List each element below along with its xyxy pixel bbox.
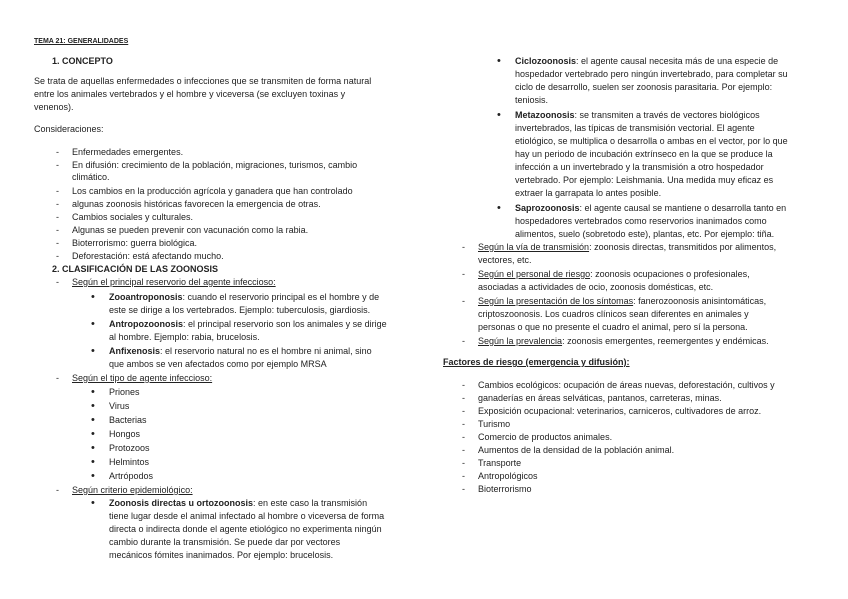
term: Saprozoonosis xyxy=(515,203,580,213)
direct-zoonosis-continuation: cambio durante la transmisión. Se puede dar por vectores xyxy=(109,537,341,547)
term: Metazoonosis xyxy=(515,110,575,120)
document-title: TEMA 21: GENERALIDADES xyxy=(34,38,129,45)
via-transmision-item xyxy=(478,242,776,253)
classification-epi-label: - Según criterio epidemiológico: xyxy=(72,485,193,496)
risk-factor-item: - Exposición ocupacional: veterinarios, carniceros, cultivadores de arroz. xyxy=(478,406,761,417)
direct-zoonosis-continuation: tiene lugar desde el animal infectado al hombre o viceversa de forma xyxy=(109,511,385,521)
zooantroponosis-continuation: este se dirige a los vertebrados. Ejemplo: tuberculosis, giardiosis. xyxy=(109,305,371,315)
concept-paragraph-line: venenos). xyxy=(34,102,74,112)
presentacion-sintomas-item xyxy=(478,296,766,307)
metazoonosis-continuation: vertebrado. Por ejemplo: Leishmania. Una medida muy eficaz es xyxy=(515,175,774,185)
personal-riesgo-continuation: asociadas a actividades de ocio, zoonosis domésticas, etc. xyxy=(478,282,714,292)
metazoonosis-item xyxy=(515,110,760,121)
label: Según la vía de transmisión xyxy=(478,242,590,252)
direct-zoonosis-continuation: directa o indirecta donde el agente etiológico no experimenta ningún xyxy=(109,524,382,534)
classification-agent-label: - Según el tipo de agente infeccioso: xyxy=(72,373,212,384)
term: Zoonosis directas u ortozoonosis xyxy=(109,498,254,508)
text: : zoonosis ocupaciones o profesionales, xyxy=(590,269,750,279)
risk-factor-item: - Cambios ecológicos: ocupación de áreas nuevas, deforestación, cultivos y xyxy=(478,380,775,391)
antropozoonosis-item xyxy=(109,319,387,330)
agent-item: • Bacterias xyxy=(109,415,147,426)
consideration-item: - Bioterrorismo: guerra biológica. xyxy=(72,238,197,249)
presentacion-sintomas-continuation: criptoszoonosis. Los cuadros clínicos sean diferentes en animales y xyxy=(478,309,749,319)
risk-factor-item: - Aumentos de la densidad de la población animal. xyxy=(478,445,674,456)
agent-item: • Virus xyxy=(109,401,129,412)
anfixenosis-item xyxy=(109,346,372,357)
definition: : el reservorio natural no es el hombre ni animal, sino xyxy=(160,346,372,356)
definition: : el agente causal necesita más de una especie de xyxy=(576,56,779,66)
presentacion-sintomas-continuation: personas o que no presente el cuadro el animal, pero sí la persona. xyxy=(478,322,748,332)
consideration-item: - Algunas se pueden prevenir con vacunación como la rabia. xyxy=(72,225,308,236)
definition: : se transmiten a través de vectores biológicos xyxy=(574,110,760,120)
consideration-item: - Enfermedades emergentes. xyxy=(72,147,183,158)
definition: : el agente causal se mantiene o desarrolla tanto en xyxy=(579,203,787,213)
direct-zoonosis-item xyxy=(109,498,367,509)
consideration-item: - Cambios sociales y culturales. xyxy=(72,212,193,223)
antropozoonosis-continuation: al hombre. Ejemplo: rabia, brucelosis. xyxy=(109,332,260,342)
definition: : cuando el reservorio principal es el hombre y de xyxy=(182,292,380,302)
anfixenosis-continuation: que ambos se ven afectados como por ejemplo MRSA xyxy=(109,359,327,369)
risk-factor-item: - Bioterrorismo xyxy=(478,484,532,495)
risk-factor-item: - Comercio de productos animales. xyxy=(478,432,612,443)
saprozoonosis-continuation: alimentos, suelo (sobretodo este), plantas, etc. Por ejemplo: tiña. xyxy=(515,229,775,239)
metazoonosis-continuation: etiológico, se multiplica o desarrolla o ambas en el vector, por lo que xyxy=(515,136,788,146)
ciclozoonosis-continuation: hospedador vertebrado pero ningún invertebrado, para completar su xyxy=(515,69,788,79)
considerations-label: Consideraciones: xyxy=(34,124,104,134)
ciclozoonosis-continuation: teniosis. xyxy=(515,95,549,105)
direct-zoonosis-continuation: mecánicos fómites inanimados. Por ejemplo: brucelosis. xyxy=(109,550,334,560)
risk-factor-item: - Turismo xyxy=(478,419,510,430)
term: Ciclozoonosis xyxy=(515,56,577,66)
via-transmision-continuation: vectores, etc. xyxy=(478,255,532,265)
agent-item: • Priones xyxy=(109,387,140,398)
agent-item: • Helmintos xyxy=(109,457,149,468)
consideration-item-continuation: climático. xyxy=(72,172,110,182)
zooantroponosis-item xyxy=(109,292,379,303)
ciclozoonosis-item xyxy=(515,56,778,67)
personal-riesgo-item xyxy=(478,269,750,280)
consideration-item: - Los cambios en la producción agrícola y ganadera que han controlado xyxy=(72,186,353,197)
consideration-item: - algunas zoonosis históricas favorecen la emergencia de otras. xyxy=(72,199,321,210)
definition: : el principal reservorio son los animales y se dirige xyxy=(183,319,387,329)
term: Zooantroponosis xyxy=(109,292,183,302)
consideration-item: - En difusión: crecimiento de la población, migraciones, turismos, cambio xyxy=(72,160,357,171)
ciclozoonosis-continuation: ciclo de desarrollo, suelen ser zoonosis parasitaria. Por ejemplo: xyxy=(515,82,773,92)
agent-item: • Protozoos xyxy=(109,443,150,454)
concept-paragraph-line: Se trata de aquellas enfermedades o infecciones que se transmiten de forma natural xyxy=(34,76,372,86)
saprozoonosis-continuation: hospedadores vertebrados como reservorios inanimados como xyxy=(515,216,767,226)
prevalencia-item xyxy=(478,336,769,347)
label: Según la prevalencia xyxy=(478,336,563,346)
term: Anfixenosis xyxy=(109,346,161,356)
text: : zoonosis directas, transmitidos por alimentos, xyxy=(589,242,777,252)
agent-item: • Artrópodos xyxy=(109,471,153,482)
metazoonosis-continuation: extraer la garrapata lo antes posible. xyxy=(515,188,662,198)
metazoonosis-continuation: hay un periodo de incubación extrínseco en la que se produce la xyxy=(515,149,773,159)
saprozoonosis-item xyxy=(515,203,786,214)
label: Según el personal de riesgo xyxy=(478,269,591,279)
classification-reservoir-label: - Según el principal reservorio del agente infeccioso: xyxy=(72,277,276,288)
risk-factor-item: - Antropológicos xyxy=(478,471,538,482)
section-heading-clasificacion: 2. CLASIFICACIÓN DE LAS ZOONOSIS xyxy=(52,264,219,274)
metazoonosis-continuation: invertebrados, las típicas de transmisión vectorial. El agente xyxy=(515,123,755,133)
text: : zoonosis emergentes, reemergentes y endémicas. xyxy=(562,336,769,346)
definition: : en este caso la transmisión xyxy=(253,498,368,508)
risk-factor-item: - ganaderías en áreas selváticas, pantanos, carreteras, minas. xyxy=(478,393,722,404)
text: : fanerozoonosis anisintomáticas, xyxy=(633,296,767,306)
concept-paragraph-line: entre los animales vertebrados y el hombre y viceversa (se excluyen toxinas y xyxy=(34,89,346,99)
agent-item: • Hongos xyxy=(109,429,140,440)
risk-factors-title: Factores de riesgo (emergencia y difusión): xyxy=(443,357,630,367)
term: Antropozoonosis xyxy=(109,319,183,329)
label: Según la presentación de los síntomas xyxy=(478,296,634,306)
section-heading-concepto: 1. CONCEPTO xyxy=(52,56,113,66)
risk-factor-item: - Transporte xyxy=(478,458,521,469)
metazoonosis-continuation: infección a un invertebrado y la transmisión a otro hospedador xyxy=(515,162,764,172)
consideration-item: - Deforestación: está afectando mucho. xyxy=(72,251,224,262)
